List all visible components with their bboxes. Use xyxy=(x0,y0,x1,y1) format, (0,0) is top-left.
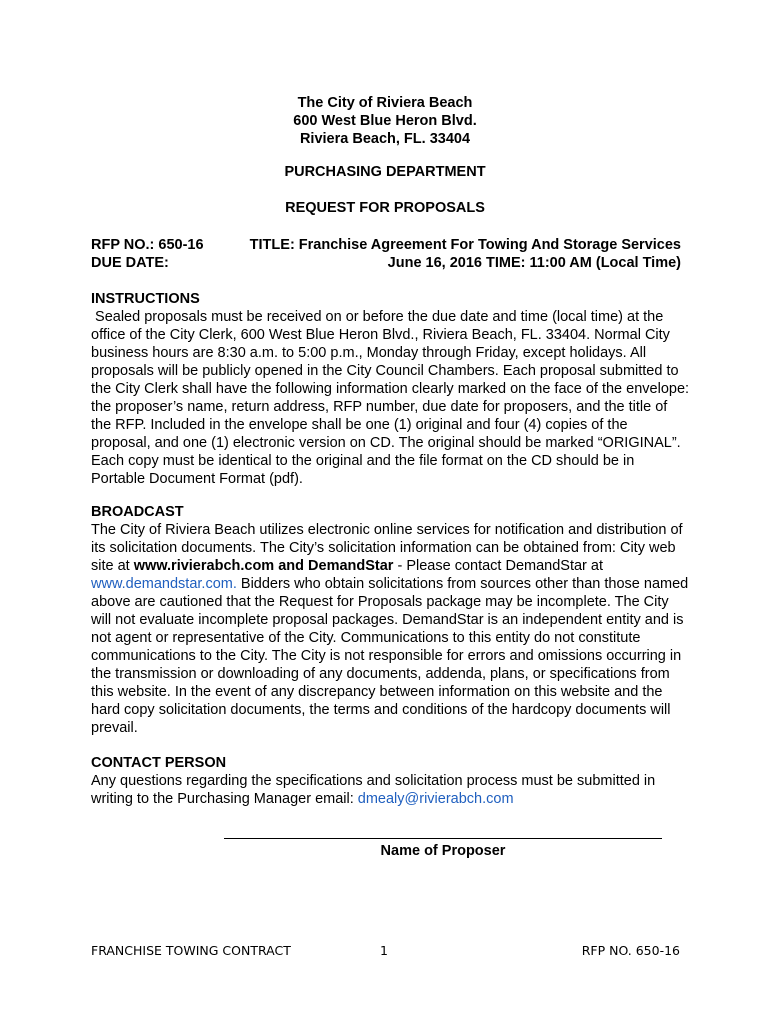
broadcast-section xyxy=(91,503,691,737)
broadcast-body xyxy=(91,521,691,737)
broadcast-sites: www.rivierabch.com and DemandStar xyxy=(133,558,394,574)
page-number: 1 xyxy=(380,943,388,958)
demandstar-link[interactable]: www.demandstar.com. xyxy=(91,576,237,592)
contact-section xyxy=(91,754,691,808)
address-line-2: Riviera Beach, FL. 33404 xyxy=(299,131,471,147)
contact-body xyxy=(91,772,691,808)
due-date-label: DUE DATE: xyxy=(91,255,169,271)
instructions-heading: INSTRUCTIONS xyxy=(91,291,200,307)
footer-right: RFP NO. 650-16 xyxy=(581,943,680,958)
broadcast-rest: Bidders who obtain solicitations from sources other than those named above are cautioned that the Request for Proposals package may be incomplete. The City will not evaluate incomplete proposal packages. DemandStar is an independent entity and is not agent or representative of the City. Communications to this entity do not constitute communications to the City. The City is not responsible for errors and omissions occurring in the transmission or downloading of any documents, addenda, plans, or specifications from this website. In the event of any discrepancy between information on this website and the hard copy solicitation documents, the terms and conditions of the hardcopy documents will prevail. xyxy=(91,576,689,736)
rfp-number: RFP NO.: 650-16 xyxy=(91,237,204,253)
footer-left: FRANCHISE TOWING CONTRACT xyxy=(91,943,291,958)
proposer-name-label: Name of Proposer xyxy=(380,843,506,859)
contact-email-link[interactable]: dmealy@rivierabch.com xyxy=(357,791,514,807)
due-date-row xyxy=(91,254,681,272)
signature-line xyxy=(224,826,662,839)
broadcast-intro: The City of Riviera Beach utilizes electronic online services for notification and distribution of its solicitation documents. The City’s solicitation information can be obtained from: City web site at xyxy=(91,522,683,574)
due-date-value: June 16, 2016 TIME: 11:00 AM (Local Time) xyxy=(387,255,681,271)
contact-text: Any questions regarding the specifications and solicitation process must be submitted in writing to the Purchasing Manager email: xyxy=(91,773,656,807)
contact-heading: CONTACT PERSON xyxy=(91,755,227,771)
instructions-body: Sealed proposals must be received on or before the due date and time (local time) at the office of the City Clerk, 600 West Blue Heron Blvd., Riviera Beach, FL. 33404. Normal City business hours are 8:30 a.m. to 5:00 p.m., Monday through Friday, except holidays. All proposals will be publicly opened in the City Council Chambers. Each proposal submitted to the City Clerk shall have the following information clearly marked on the face of the envelope: the proposer’s name, return address, RFP number, due date for proposers, and the title of the RFP. Included in the envelope shall be one (1) original and four (4) copies of the proposal, and one (1) electronic version on CD. The original should be marked “ORIGINAL”. Each copy must be identical to the original and the file format on the CD should be in Portable Document Format (pdf). xyxy=(91,309,694,487)
department-heading: PURCHASING DEPARTMENT xyxy=(284,164,486,180)
rfp-number-row xyxy=(91,236,681,254)
broadcast-mid: - Please contact DemandStar at xyxy=(393,558,604,574)
instructions-section xyxy=(91,290,694,488)
document-type-heading: REQUEST FOR PROPOSALS xyxy=(285,200,485,216)
address-line-1: 600 West Blue Heron Blvd. xyxy=(293,113,477,129)
letterhead xyxy=(0,94,770,148)
org-name: The City of Riviera Beach xyxy=(297,95,473,111)
broadcast-heading: BROADCAST xyxy=(91,504,184,520)
rfp-title: TITLE: Franchise Agreement For Towing And Storage Services xyxy=(249,237,681,253)
